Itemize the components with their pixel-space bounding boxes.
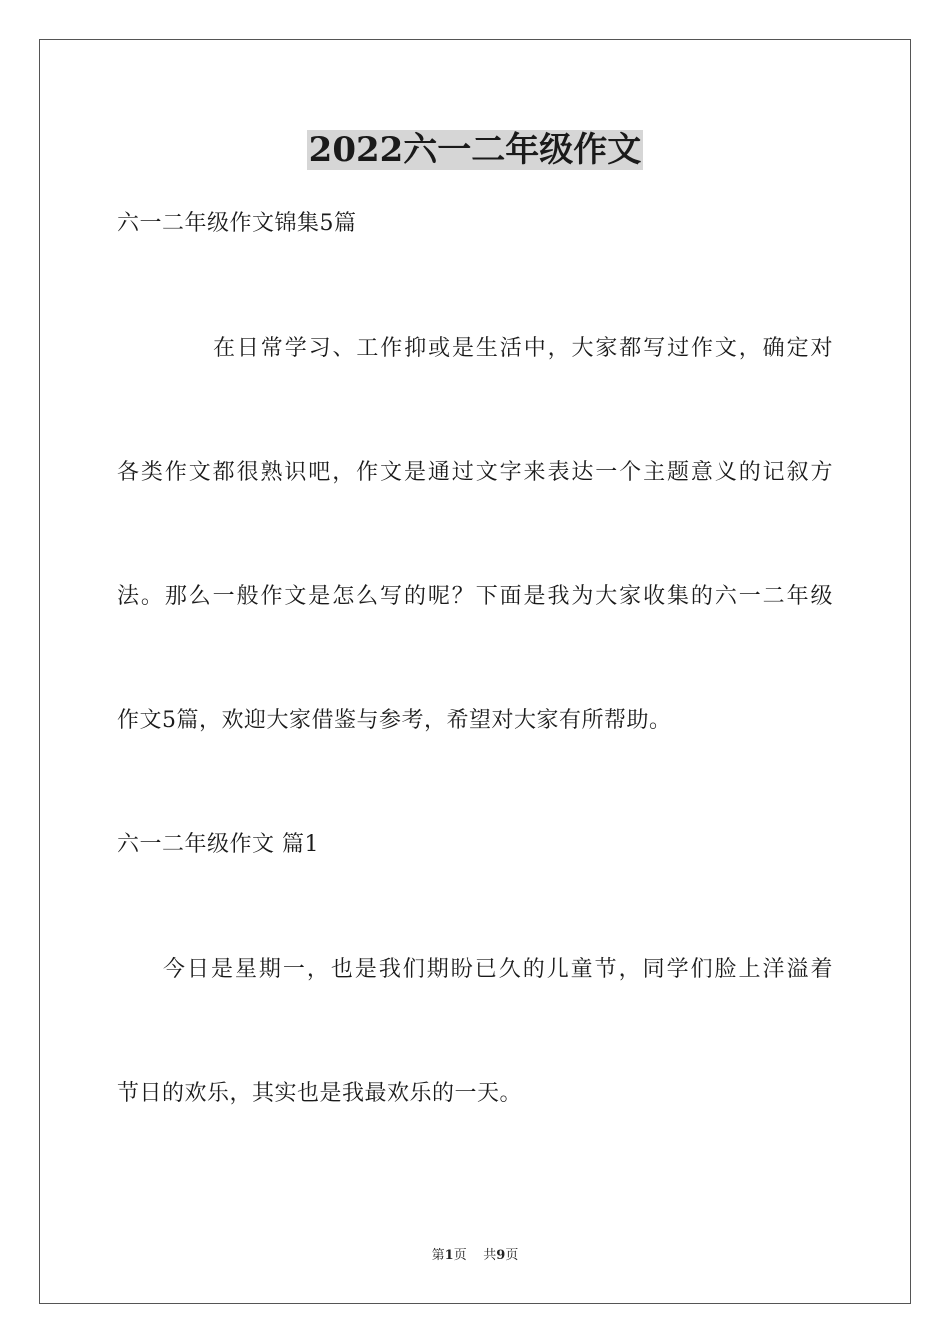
document-subtitle: 六一二年级作文锦集5篇 bbox=[117, 211, 357, 236]
intro-line-2: 各类作文都很熟识吧，作文是通过文字来表达一个主题意义的记叙方 bbox=[117, 460, 833, 485]
footer-page-prefix: 第 bbox=[431, 1248, 445, 1263]
document-title-block bbox=[0, 128, 950, 172]
page-footer bbox=[0, 1247, 950, 1265]
intro-line-1: 在日常学习、工作抑或是生活中，大家都写过作文，确定对 bbox=[213, 336, 833, 361]
footer-page-number: 1 bbox=[444, 1248, 454, 1263]
footer-total-prefix: 共 bbox=[483, 1248, 497, 1263]
footer-total-pages: 9 bbox=[496, 1248, 506, 1263]
intro-line-4: 作文5篇，欢迎大家借鉴与参考，希望对大家有所帮助。 bbox=[117, 708, 672, 733]
body-line-1: 今日是星期一，也是我们期盼已久的儿童节，同学们脸上洋溢着 bbox=[163, 957, 833, 982]
body-line-2: 节日的欢乐，其实也是我最欢乐的一天。 bbox=[117, 1081, 523, 1106]
document-title: 2022六一二年级作文 bbox=[308, 130, 642, 170]
footer-page-suffix: 页 bbox=[453, 1248, 467, 1263]
section-heading: 六一二年级作文 篇1 bbox=[117, 832, 319, 857]
footer-total-suffix: 页 bbox=[505, 1248, 519, 1263]
intro-line-3: 法。那么一般作文是怎么写的呢？下面是我为大家收集的六一二年级 bbox=[117, 584, 833, 609]
